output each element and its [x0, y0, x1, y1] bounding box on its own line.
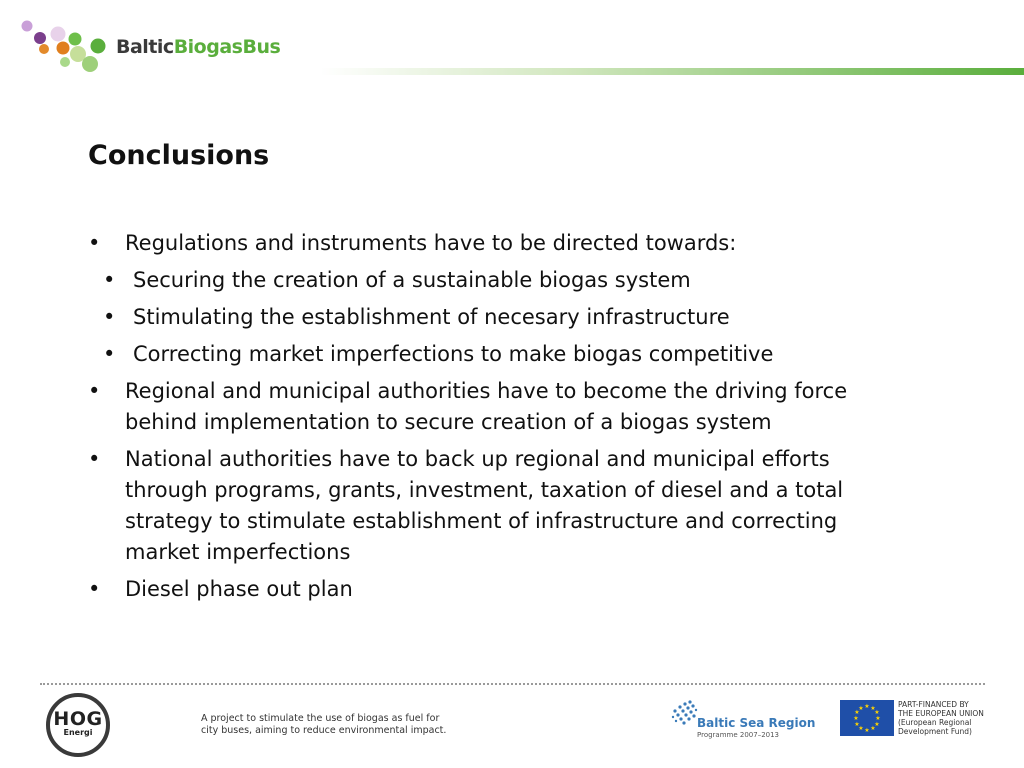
- baltic-sea-region-logo: [670, 697, 816, 745]
- svg-text:★: ★: [854, 721, 860, 728]
- bullet-text: Diesel phase out plan: [125, 577, 353, 601]
- bullet-text: National authorities have to back up regional and municipal efforts through programs, grants, investment, taxation of diesel and a total strategy to stimulate establishment of infrastructure and correcting market imperfections: [125, 447, 844, 564]
- bsr-subtitle: Programme 2007–2013: [697, 731, 780, 739]
- sub-bullet-text: Correcting market imperfections to make biogas competitive: [133, 342, 774, 366]
- slide-content: [88, 228, 888, 611]
- svg-text:★: ★: [870, 705, 876, 712]
- bullet-text: Regional and municipal authorities have to become the driving force behind implementation to secure creation of a biogas system: [125, 379, 848, 434]
- tagline-line: city buses, aiming to reduce environmental impact.: [201, 725, 447, 736]
- svg-text:★: ★: [874, 721, 880, 728]
- sub-bullet-list: [88, 265, 888, 370]
- hog-energi-logo: [46, 693, 110, 757]
- bullet-item: [88, 376, 888, 438]
- bullet-item: [88, 228, 888, 370]
- logo-dots-icon: [18, 18, 114, 76]
- eu-funding-note: [898, 700, 1008, 736]
- hog-logo-sub: Energi: [63, 728, 93, 737]
- eu-text-line: (European Regional: [898, 718, 972, 727]
- sub-bullet-marker: •: [103, 342, 116, 366]
- bullet-item: [88, 574, 888, 605]
- bullet-list: [88, 228, 888, 605]
- footer-dotted-divider: [40, 683, 985, 685]
- svg-text:★: ★: [858, 725, 864, 732]
- sub-bullet-marker: •: [103, 268, 116, 292]
- bullet-marker: •: [88, 231, 101, 255]
- bullet-marker: •: [88, 447, 101, 471]
- svg-text:★: ★: [870, 725, 876, 732]
- project-tagline: [201, 713, 461, 737]
- eu-text-line: Development Fund): [898, 727, 972, 736]
- eu-text-line: THE EUROPEAN UNION: [898, 709, 984, 718]
- bullet-marker: •: [88, 379, 101, 403]
- eu-text-line: PART-FINANCED BY: [898, 700, 969, 709]
- bullet-marker: •: [88, 577, 101, 601]
- logo-word-biogasbus: BiogasBus: [173, 36, 281, 58]
- logo-word-baltic: Baltic: [116, 36, 174, 58]
- sub-bullet-item: [88, 265, 888, 296]
- svg-text:★: ★: [864, 727, 870, 734]
- svg-text:★: ★: [854, 709, 860, 716]
- header-gradient-rule: [320, 68, 1024, 75]
- hog-logo-name: HOG: [53, 708, 103, 730]
- svg-text:★: ★: [875, 715, 881, 722]
- logo-wordmark: [116, 36, 280, 58]
- svg-text:★: ★: [853, 715, 859, 722]
- sub-bullet-item: [88, 339, 888, 370]
- sub-bullet-marker: •: [103, 305, 116, 329]
- bullet-item: [88, 444, 888, 568]
- bsr-title: Baltic Sea Region: [697, 716, 816, 730]
- sub-bullet-text: Securing the creation of a sustainable biogas system: [133, 268, 691, 292]
- sub-bullet-item: [88, 302, 888, 333]
- svg-text:★: ★: [858, 705, 864, 712]
- eu-flag-icon: [840, 700, 894, 736]
- slide-title: Conclusions: [88, 140, 270, 171]
- svg-text:★: ★: [864, 703, 870, 710]
- bullet-text: Regulations and instruments have to be directed towards:: [125, 231, 737, 255]
- tagline-line: A project to stimulate the use of biogas as fuel for: [201, 713, 440, 724]
- baltic-biogas-bus-logo: [18, 18, 288, 76]
- svg-text:★: ★: [874, 709, 880, 716]
- sub-bullet-text: Stimulating the establishment of necesary infrastructure: [133, 305, 730, 329]
